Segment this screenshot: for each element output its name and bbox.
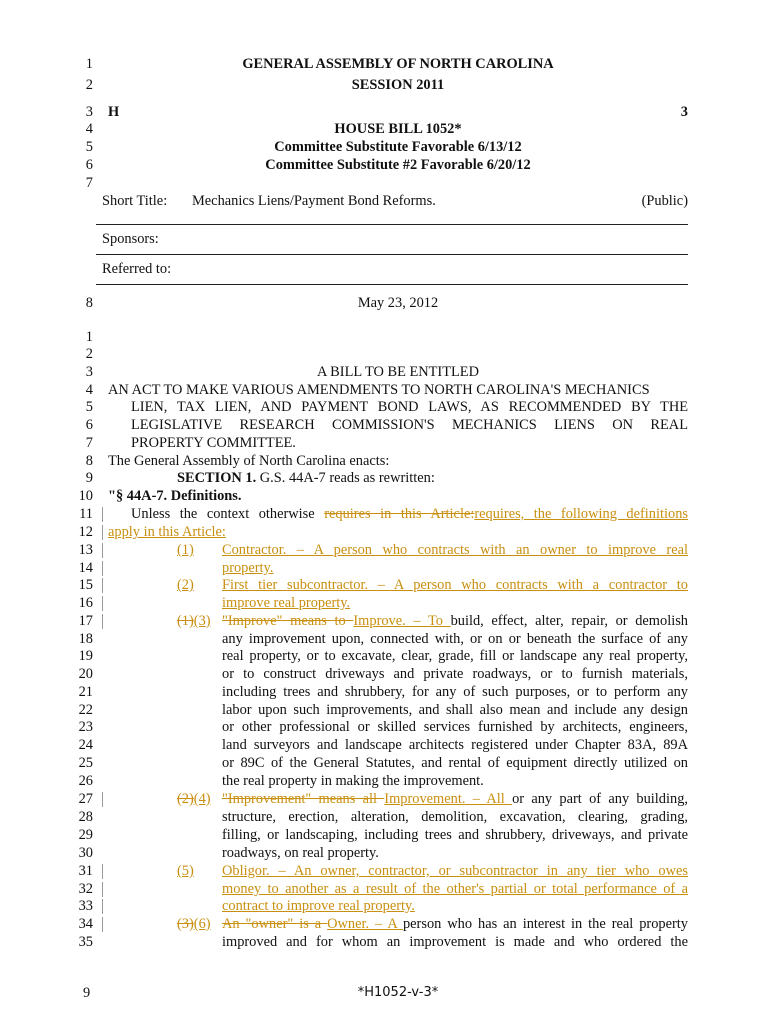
- line: 5 LIEN, TAX LIEN, AND PAYMENT BOND LAWS, AS RECOMMENDED BY THE: [85, 399, 688, 415]
- section-text: G.S. 44A-7 reads as rewritten:: [259, 470, 435, 486]
- referred-row: [0, 260, 770, 278]
- deleted-text: An "owner" is a: [222, 916, 328, 932]
- inserted-text: contract to improve real property.: [222, 898, 415, 914]
- line: 4 HOUSE BILL 1052*: [0, 120, 770, 138]
- line: 1 GENERAL ASSEMBLY OF NORTH CAROLINA: [0, 55, 770, 73]
- chamber-letter: H: [108, 104, 120, 120]
- item-number: (1): [177, 542, 194, 558]
- change-bar: [102, 614, 103, 629]
- referred-label: Referred to:: [102, 261, 172, 277]
- line: 7 PROPERTY COMMITTEE.: [85, 435, 296, 451]
- line: 2 SESSION 2011: [0, 76, 770, 94]
- line: 34 (3)(6) An "owner" is a Owner. – A person who has an interest in the real property: [78, 916, 688, 932]
- short-title-row: [0, 192, 770, 210]
- bill-number: HOUSE BILL 1052*: [334, 121, 462, 137]
- line: 14 property.: [78, 560, 274, 576]
- line: 31 (5) Obligor. – An owner, contractor, or subcontractor in any tier who owes: [78, 863, 688, 879]
- short-title-label: Short Title:: [102, 193, 168, 209]
- line: 15 (2) First tier subcontractor. – A person who contracts with a contractor to: [78, 577, 688, 593]
- act-title-line: PROPERTY COMMITTEE.: [131, 435, 296, 451]
- inserted-text: First tier subcontractor. – A person who contracts with a contractor to: [222, 577, 688, 593]
- change-bar: [102, 561, 103, 576]
- line: 19 real property, or to excavate, clear, grade, fill or landscape any real property,: [78, 648, 688, 664]
- act-title-line: LIEN, TAX LIEN, AND PAYMENT BOND LAWS, AS RECOMMENDED BY THE: [131, 399, 688, 415]
- change-bar: [102, 882, 103, 897]
- change-bar: [102, 917, 103, 932]
- line: 17 (1)(3) "Improve" means to Improve. – To build, effect, alter, repair, or demolish: [78, 613, 688, 629]
- bill-date: May 23, 2012: [357, 295, 439, 311]
- sponsors-label: Sponsors:: [102, 231, 159, 247]
- line: 3 A BILL TO BE ENTITLED: [0, 363, 770, 381]
- inserted-text: money to another as a result of the other's partial or total performance of a: [222, 881, 688, 897]
- line: 1: [85, 329, 93, 345]
- short-title: Mechanics Liens/Payment Bond Reforms.: [192, 193, 436, 209]
- statute-heading: "§ 44A-7. Definitions.: [108, 488, 242, 504]
- line: 20 or to construct driveways and private roadways, or to furnish materials,: [78, 666, 688, 682]
- inserted-text: Obligor. – An owner, contractor, or subcontractor in any tier who owes: [222, 863, 688, 879]
- item-number: (2): [177, 577, 194, 593]
- line: 6 Committee Substitute #2 Favorable 6/20/12: [0, 156, 770, 174]
- committee-substitute-1: Committee Substitute Favorable 6/13/12: [274, 139, 522, 155]
- line: 23 or other professional or skilled services furnished by architects, engineers,: [78, 719, 688, 735]
- act-title-line: AN ACT TO MAKE VARIOUS AMENDMENTS TO NORTH CAROLINA'S MECHANICS: [108, 382, 650, 398]
- change-bar: [102, 792, 103, 807]
- change-bar: [102, 525, 103, 540]
- deleted-text: "Improve" means to: [222, 613, 354, 629]
- line: 9 SECTION 1. G.S. 44A-7 reads as rewritten:: [85, 470, 435, 486]
- line: 29 filling, or landscaping, including trees and shrubbery, driveways, and private: [78, 827, 688, 843]
- line: 2: [85, 346, 93, 362]
- divider: [96, 254, 688, 255]
- inserted-text: Improve. – To: [353, 613, 451, 629]
- line: 7: [85, 175, 93, 191]
- section-label: SECTION 1.: [177, 470, 257, 486]
- line: 26 the real property in making the improvement.: [78, 773, 484, 789]
- deleted-text: requires in this Article:: [324, 506, 475, 522]
- inserted-text: Contractor. – A person who contracts with an owner to improve real: [222, 542, 688, 558]
- bill-caption: A BILL TO BE ENTITLED: [316, 364, 479, 380]
- change-bar: [102, 578, 103, 593]
- change-bar: [102, 864, 103, 879]
- change-bar: [102, 507, 103, 522]
- line: 30 roadways, on real property.: [78, 845, 379, 861]
- item-number: (5): [177, 863, 194, 879]
- line: 8 May 23, 2012: [0, 294, 770, 312]
- line: 24 land surveyors and landscape architects registered under Chapter 83A, 89A: [78, 737, 688, 753]
- committee-substitute-2: Committee Substitute #2 Favorable 6/20/12: [265, 157, 531, 173]
- line: 28 structure, erection, alteration, demolition, excavation, clearing, grading,: [78, 809, 688, 825]
- document-id: *H1052-v-3*: [357, 985, 439, 1000]
- line: 16 improve real property.: [78, 595, 351, 611]
- enacting-clause: The General Assembly of North Carolina enacts:: [108, 453, 390, 469]
- inserted-text: property.: [222, 560, 274, 576]
- line: 25 or 89C of the General Statutes, and rental of equipment directly utilized on: [78, 755, 688, 771]
- line: 5 Committee Substitute Favorable 6/13/12: [0, 138, 770, 156]
- line: 8 The General Assembly of North Carolina enacts:: [85, 453, 390, 469]
- inserted-text: apply in this Article:: [108, 524, 226, 540]
- inserted-text: requires, the following definitions: [474, 506, 688, 522]
- change-bar: [102, 543, 103, 558]
- assembly-title: GENERAL ASSEMBLY OF NORTH CAROLINA: [242, 56, 554, 72]
- line: 35 improved and for whom an improvement is made and who ordered the: [78, 934, 688, 950]
- line: 4 AN ACT TO MAKE VARIOUS AMENDMENTS TO NORTH CAROLINA'S MECHANICS: [0, 381, 770, 399]
- line: 13 (1) Contractor. – A person who contracts with an owner to improve real: [78, 542, 688, 558]
- change-bar: [102, 899, 103, 914]
- line: 22 labor upon such improvements, and shall also mean and include any design: [78, 702, 688, 718]
- inserted-text: Improvement. – All: [384, 791, 513, 807]
- divider: [96, 224, 688, 225]
- line: 27 (2)(4) "Improvement" means all Improvement. – All or any part of any building,: [78, 791, 688, 807]
- session-title: SESSION 2011: [351, 77, 445, 93]
- line: 33 contract to improve real property.: [78, 898, 415, 914]
- sponsors-row: [0, 230, 770, 248]
- divider: [96, 284, 688, 285]
- change-bar: [102, 596, 103, 611]
- inserted-text: Owner. – A: [327, 916, 403, 932]
- inserted-text: improve real property.: [222, 595, 351, 611]
- act-title-line: LEGISLATIVE RESEARCH COMMISSION'S MECHANICS LIENS ON REAL: [131, 417, 688, 433]
- line: 10 "§ 44A-7. Definitions.: [78, 488, 242, 504]
- page-number: 9: [83, 985, 91, 1001]
- line: 21 including trees and shrubbery, for any of such purposes, or to perform any: [78, 684, 688, 700]
- line: 12 apply in this Article:: [78, 524, 226, 540]
- line: 6 LEGISLATIVE RESEARCH COMMISSION'S MECHANICS LIENS ON REAL: [85, 417, 688, 433]
- deleted-text: "Improvement" means all: [222, 791, 385, 807]
- short-title-tag: (Public): [641, 193, 688, 209]
- line: 11 Unless the context otherwise requires in this Article:requires, the following definitions: [79, 506, 688, 522]
- line: 3 H 3: [85, 104, 688, 120]
- line: 18 any improvement upon, connected with, or on or beneath the surface of any: [78, 631, 688, 647]
- version-number: 3: [680, 104, 688, 120]
- line: 32 money to another as a result of the other's partial or total performance of a: [78, 881, 688, 897]
